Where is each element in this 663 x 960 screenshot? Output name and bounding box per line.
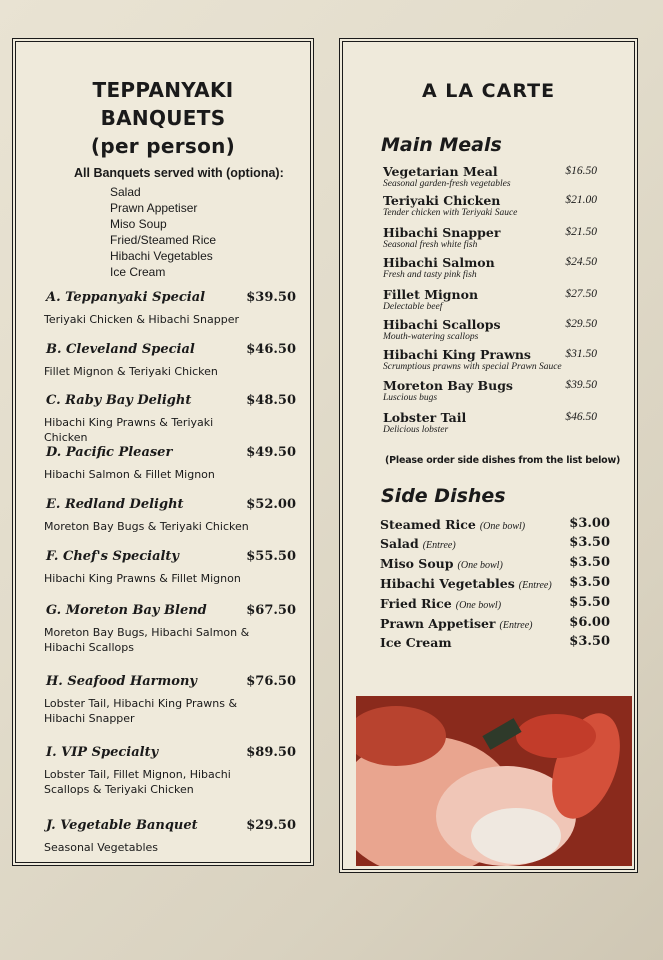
- banquet-desc: Lobster Tail, Hibachi King Prawns & Hibachi Snapper: [44, 697, 238, 725]
- main-meal-item: [383, 287, 597, 313]
- meal-price: $31.50: [565, 348, 597, 360]
- meal-desc: Scrumptious prawns with special Prawn Sauce: [383, 362, 562, 372]
- main-meal-item: [383, 164, 597, 190]
- include-item: Salad: [110, 185, 141, 199]
- meal-name: Moreton Bay Bugs: [383, 378, 513, 393]
- meal-price: $46.50: [565, 411, 597, 423]
- side-qualifier: (Entree): [499, 620, 533, 631]
- banquet-name: C. Raby Bay Delight: [46, 393, 192, 408]
- banquet-desc: Fillet Mignon & Teriyaki Chicken: [44, 365, 218, 378]
- alacarte-title: A LA CARTE: [421, 80, 556, 102]
- meal-name: Fillet Mignon: [383, 287, 479, 302]
- include-item: Miso Soup: [110, 217, 167, 231]
- banquet-price: $76.50: [246, 674, 296, 689]
- side-qualifier: (One bowl): [455, 600, 502, 611]
- side-name: Steamed Rice: [380, 517, 476, 532]
- meal-desc: Mouth-watering scallops: [383, 332, 479, 342]
- side-name: Prawn Appetiser: [380, 616, 496, 631]
- side-qualifier: (One bowl): [479, 521, 526, 532]
- meal-name: Hibachi Salmon: [383, 255, 495, 270]
- rice-portion: [471, 808, 561, 864]
- side-dish-item: [380, 555, 610, 575]
- meal-price: $39.50: [565, 379, 597, 391]
- meal-name: Lobster Tail: [383, 410, 467, 425]
- side-dish-item: [380, 634, 610, 654]
- banquet-desc: Seasonal Vegetables: [44, 841, 158, 854]
- banquet-name: B. Cleveland Special: [46, 342, 195, 357]
- meal-price: $29.50: [565, 318, 597, 330]
- banquet-name: I. VIP Specialty: [46, 745, 159, 760]
- banquet-desc: Teriyaki Chicken & Hibachi Snapper: [44, 313, 239, 326]
- banquets-subtitle: (per person): [90, 134, 236, 158]
- banquet-name: H. Seafood Harmony: [46, 674, 197, 689]
- side-dish-item: [380, 595, 610, 615]
- banquet-name: E. Redland Delight: [46, 497, 184, 512]
- banquet-desc: Hibachi King Prawns & Teriyaki Chicken: [44, 416, 214, 444]
- banquet-price: $39.50: [246, 290, 296, 305]
- meal-desc: Delicious lobster: [383, 425, 449, 435]
- main-meal-item: [383, 317, 597, 343]
- banquet-price: $89.50: [246, 745, 296, 760]
- side-name: Hibachi Vegetables: [380, 576, 515, 591]
- meal-desc: Delectable beef: [383, 302, 443, 312]
- banquet-name: D. Pacific Pleaser: [46, 445, 173, 460]
- side-dishes-heading: Side Dishes: [381, 485, 506, 507]
- include-item: Hibachi Vegetables: [110, 249, 213, 263]
- side-price: $3.50: [569, 535, 610, 550]
- banquet-name: F. Chef's Specialty: [46, 549, 179, 564]
- banquet-price: $52.00: [246, 497, 296, 512]
- side-dish-item: [380, 535, 610, 555]
- banquet-desc: Moreton Bay Bugs, Hibachi Salmon & Hibachi Scallops: [44, 626, 250, 654]
- food-photo: [356, 696, 632, 866]
- meal-desc: Seasonal fresh white fish: [383, 240, 478, 250]
- side-dish-item: [380, 575, 610, 595]
- alacarte-panel: [339, 38, 638, 873]
- banquet-desc: Lobster Tail, Fillet Mignon, Hibachi Scallops & Teriyaki Chicken: [44, 768, 231, 796]
- meal-name: Hibachi Scallops: [383, 317, 501, 332]
- include-item: Ice Cream: [110, 265, 166, 279]
- side-name: Fried Rice: [380, 596, 452, 611]
- side-price: $3.50: [569, 555, 610, 570]
- meal-price: $16.50: [565, 165, 597, 177]
- side-price: $3.50: [569, 575, 610, 590]
- banquets-title-line1: TEPPANYAKI: [92, 78, 234, 102]
- banquets-includes-list: [16, 184, 217, 280]
- banquet-name: A. Teppanyaki Special: [46, 290, 206, 305]
- main-meal-item: [383, 225, 597, 251]
- meal-desc: Seasonal garden-fresh vegetables: [383, 179, 511, 189]
- meal-desc: Tender chicken with Teriyaki Sauce: [383, 208, 518, 218]
- banquet-desc: Hibachi King Prawns & Fillet Mignon: [44, 572, 241, 585]
- meal-price: $24.50: [565, 256, 597, 268]
- side-name: Miso Soup: [380, 556, 454, 571]
- meal-name: Vegetarian Meal: [383, 164, 498, 179]
- banquet-price: $29.50: [246, 818, 296, 833]
- side-dish-note: (Please order side dishes from the list below): [385, 455, 621, 466]
- side-price: $6.00: [569, 615, 610, 630]
- main-meal-item: [383, 378, 597, 404]
- main-meal-item: [383, 347, 597, 373]
- side-qualifier: (One bowl): [457, 560, 503, 571]
- meal-name: Teriyaki Chicken: [383, 193, 501, 208]
- side-qualifier: (Entree): [422, 540, 456, 551]
- banquet-desc: Hibachi Salmon & Fillet Mignon: [44, 468, 215, 481]
- side-price: $3.50: [569, 634, 610, 649]
- meal-desc: Fresh and tasty pink fish: [383, 270, 477, 280]
- banquets-panel: [12, 38, 314, 866]
- side-name: Ice Cream: [380, 635, 452, 650]
- main-meal-item: [383, 193, 597, 219]
- include-item: Prawn Appetiser: [110, 201, 198, 215]
- banquet-price: $55.50: [246, 549, 296, 564]
- side-name: Salad: [380, 536, 419, 551]
- banquet-price: $48.50: [246, 393, 296, 408]
- side-qualifier: (Entree): [518, 580, 552, 591]
- side-price: $5.50: [569, 595, 610, 610]
- meal-price: $21.50: [565, 226, 597, 238]
- side-price: $3.00: [569, 516, 610, 531]
- banquet-price: $46.50: [246, 342, 296, 357]
- meal-price: $21.00: [565, 194, 597, 206]
- banquet-price: $49.50: [246, 445, 296, 460]
- main-meal-item: [383, 255, 597, 281]
- food-photo-graphic: [356, 696, 632, 866]
- meal-desc: Luscious bugs: [383, 393, 438, 403]
- salmon-piece: [516, 714, 596, 758]
- main-meals-heading: Main Meals: [381, 134, 502, 156]
- side-dish-item: [380, 516, 610, 536]
- banquets-title-line2: BANQUETS: [100, 106, 226, 130]
- banquet-desc: Moreton Bay Bugs & Teriyaki Chicken: [44, 520, 249, 533]
- meal-price: $27.50: [565, 288, 597, 300]
- banquet-name: G. Moreton Bay Blend: [46, 603, 207, 618]
- meal-name: Hibachi King Prawns: [383, 347, 531, 362]
- banquet-price: $67.50: [246, 603, 296, 618]
- side-dish-item: [380, 615, 610, 635]
- include-item: Fried/Steamed Rice: [110, 233, 217, 247]
- meal-name: Hibachi Snapper: [383, 225, 501, 240]
- banquets-intro: All Banquets served with (optiona):: [74, 166, 284, 180]
- banquet-name: J. Vegetable Banquet: [46, 818, 198, 833]
- main-meal-item: [383, 410, 597, 436]
